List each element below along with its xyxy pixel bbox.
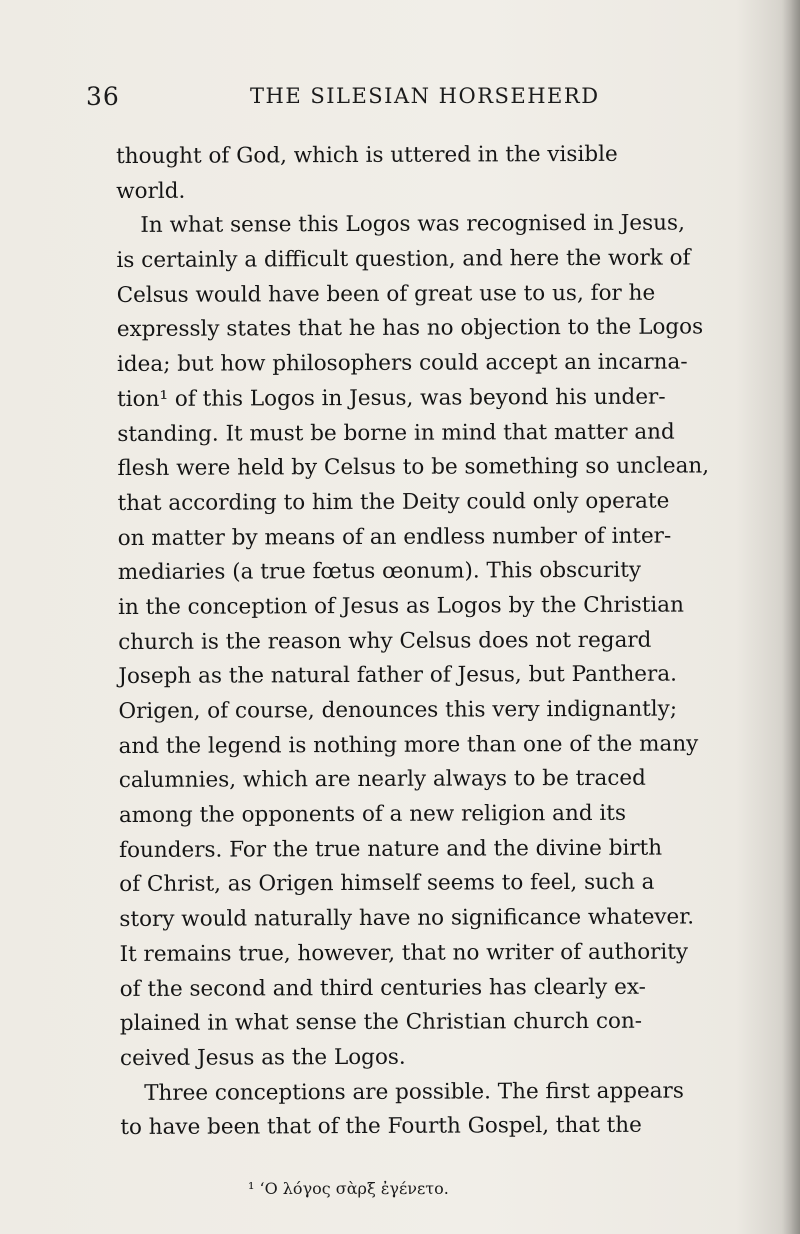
page-edge-shadow <box>782 0 800 1234</box>
text-line: It remains true, however, that no writer of authority <box>119 939 689 967</box>
text-line: idea; but how philosophers could accept an incarna- <box>116 349 688 378</box>
text-line: to have been that of the Fourth Gospel, that the <box>120 1112 642 1141</box>
text-line: that according to him the Deity could only operate <box>117 488 670 516</box>
text-line: on matter by means of an endless number of inter- <box>117 523 672 551</box>
text-line: is certainly a difficult question, and here the work of <box>116 245 691 274</box>
text-line: standing. It must be borne in mind that matter and <box>117 419 675 447</box>
text-line: and the legend is nothing more than one of the many <box>118 731 699 759</box>
text-line: ceived Jesus as the Logos. <box>119 1044 406 1071</box>
text-line: flesh were held by Celsus to be something so unclean, <box>117 453 710 482</box>
page-header <box>86 82 766 122</box>
page-number: 36 <box>86 82 120 111</box>
text-line: tion¹ of this Logos in Jesus, was beyond his under- <box>117 384 666 412</box>
text-line: Origen, of course, denounces this very indignantly; <box>118 696 678 724</box>
text-line: in the conception of Jesus as Logos by the Christian <box>117 592 684 620</box>
body-text <box>116 137 776 1146</box>
text-line: calumnies, which are nearly always to be traced <box>118 766 646 794</box>
text-line: In what sense this Logos was recognised in Jesus, <box>140 210 685 239</box>
running-head: THE SILESIAN HORSEHERD <box>250 84 600 108</box>
text-line: plained in what sense the Christian church con- <box>119 1008 643 1037</box>
text-line: among the opponents of a new religion and its <box>118 800 627 829</box>
text-line: of Christ, as Origen himself seems to feel, such a <box>119 870 655 898</box>
text-line: thought of God, which is uttered in the visible <box>116 141 618 169</box>
text-line: of the second and third centuries has clearly ex- <box>119 974 646 1002</box>
text-line: founders. For the true nature and the divine birth <box>119 835 663 863</box>
text-line: expressly states that he has no objection to the Logos <box>116 314 704 343</box>
text-line: Three conceptions are possible. The first appears <box>144 1078 684 1106</box>
text-line: church is the reason why Celsus does not regard <box>118 627 652 655</box>
text-line: story would naturally have no significance whatever. <box>119 904 695 933</box>
footnote: ¹ ʻΟ λόγος σὰρξ ἐγένετο. <box>248 1179 449 1198</box>
text-line: Joseph as the natural father of Jesus, but Panthera. <box>118 661 678 690</box>
text-line: mediaries (a true fœtus œonum). This obscurity <box>117 557 642 586</box>
text-line: Celsus would have been of great use to us, for he <box>116 280 656 308</box>
text-line: world. <box>116 178 186 204</box>
